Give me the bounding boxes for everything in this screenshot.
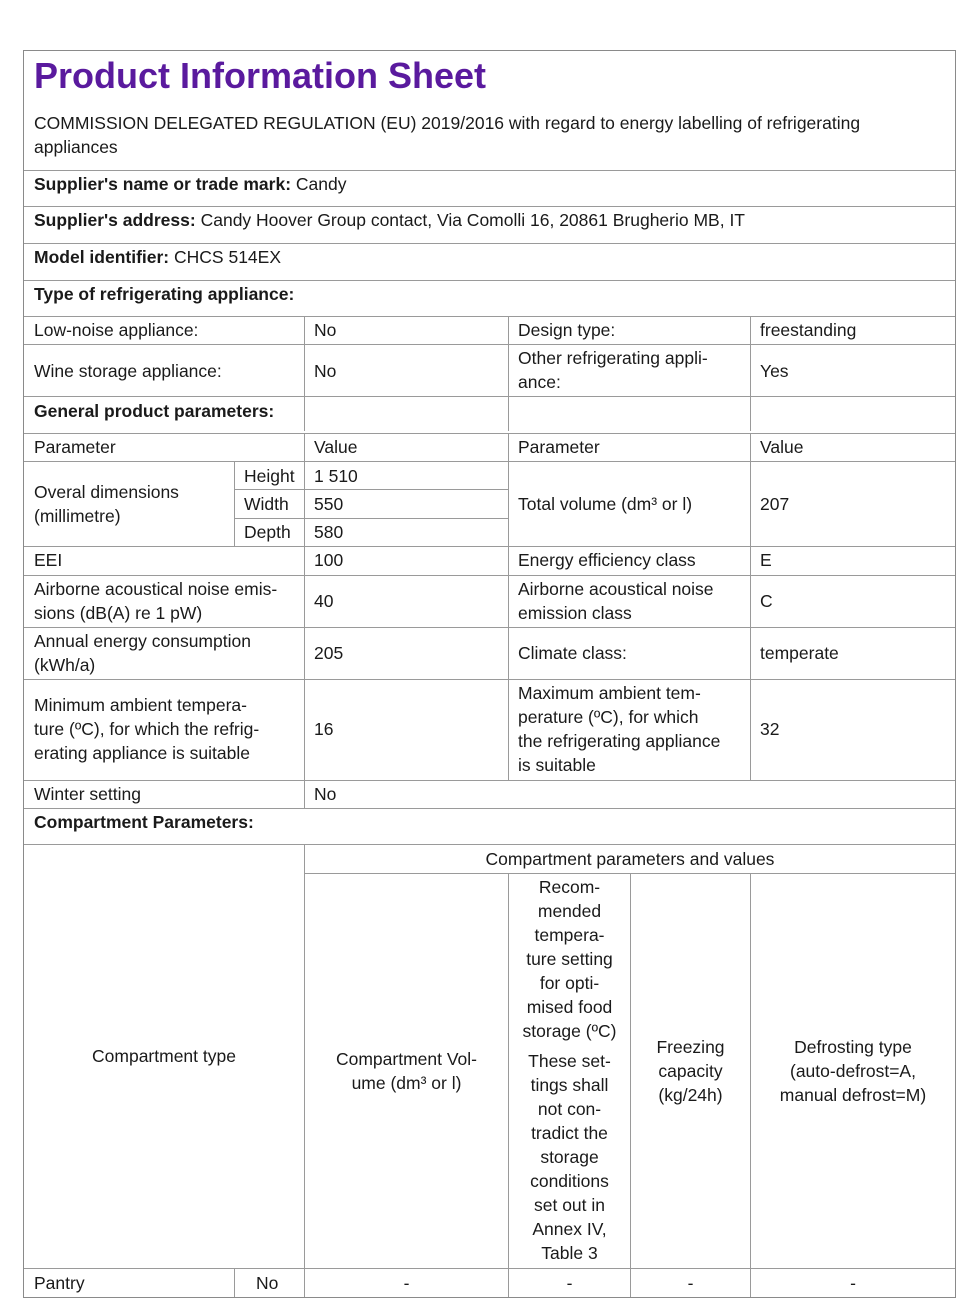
value-header: Value <box>314 437 358 457</box>
temp-header-line: Table 3 <box>541 1243 598 1263</box>
row-divider <box>24 1268 955 1269</box>
supplier-address-row <box>34 208 745 232</box>
noise-class-label-continued: emission class <box>518 603 632 623</box>
energy-class-value: E <box>760 550 772 570</box>
compartment-type-pantry: Pantry <box>34 1273 85 1293</box>
general-heading: General product parameters: <box>34 401 275 421</box>
max-temp-label-end: is suitable <box>518 755 596 775</box>
row-divider <box>24 206 955 207</box>
row-divider <box>24 344 955 345</box>
column-divider <box>750 433 751 780</box>
dimensions-label-continued: (millimetre) <box>34 506 121 526</box>
low-noise-value: No <box>314 320 337 340</box>
column-divider <box>304 433 305 808</box>
row-divider <box>24 243 955 244</box>
row-divider <box>24 679 955 680</box>
row-divider <box>24 808 955 809</box>
height-value: 1 510 <box>314 466 358 486</box>
noise-emissions-label: Airborne acoustical noise emis- <box>34 579 278 599</box>
total-volume-label: Total volume (dm³ or l) <box>518 494 693 514</box>
row-divider <box>24 546 955 547</box>
wine-storage-label: Wine storage appliance: <box>34 361 222 381</box>
row-divider <box>24 844 955 845</box>
compartment-heading: Compartment Parameters: <box>34 812 254 832</box>
parameter-header: Parameter <box>34 437 116 457</box>
other-refrigerating-label: Other refrigerating appli- <box>518 348 708 368</box>
temp-header-line: Recom- <box>538 877 601 897</box>
total-volume-value: 207 <box>760 494 790 514</box>
climate-class-label: Climate class: <box>518 643 627 663</box>
supplier-name-label: Supplier's name or trade mark: <box>34 174 292 194</box>
eei-label: EEI <box>34 550 63 570</box>
compartment-defrost-value: - <box>850 1273 856 1293</box>
supplier-name-value: Candy <box>295 174 347 194</box>
row-divider <box>24 575 955 576</box>
temp-header-line: tings shall <box>530 1075 609 1095</box>
compartment-present: No <box>256 1273 279 1293</box>
max-temp-label-continued: perature (ºC), for which <box>518 707 699 727</box>
compartment-volume-header: Compartment Vol- <box>335 1049 478 1069</box>
noise-emissions-value: 40 <box>314 591 334 611</box>
row-divider <box>24 627 955 628</box>
temp-header-line: These set- <box>528 1051 611 1071</box>
wine-storage-value: No <box>314 361 337 381</box>
value-header-2: Value <box>760 437 804 457</box>
min-temp-label-continued: ture (ºC), for which the refrig- <box>34 719 260 739</box>
low-noise-label: Low-noise appliance: <box>34 320 199 340</box>
temp-header-line: tempera- <box>534 925 605 945</box>
row-divider <box>24 461 955 462</box>
parameter-header-2: Parameter <box>518 437 600 457</box>
depth-value: 580 <box>314 522 344 542</box>
other-refrigerating-label-continued: ance: <box>518 372 561 392</box>
regulation-text: COMMISSION DELEGATED REGULATION (EU) 2019/2016 with regard to energy labelling of refrigerating <box>34 113 861 133</box>
type-heading: Type of refrigerating appliance: <box>34 284 295 304</box>
max-temp-value: 32 <box>760 719 780 739</box>
temp-header-line: mised food <box>526 997 613 1017</box>
eei-value: 100 <box>314 550 344 570</box>
row-divider <box>234 518 508 519</box>
compartment-freezing-value: - <box>687 1273 694 1293</box>
max-temp-label: Maximum ambient tem- <box>518 683 701 703</box>
min-temp-value: 16 <box>314 719 334 739</box>
freezing-header-line: capacity <box>658 1061 723 1081</box>
temp-header-line: ture setting <box>526 949 613 969</box>
climate-class-value: temperate <box>760 643 839 663</box>
defrost-header-line: manual defrost=M) <box>779 1085 927 1105</box>
winter-setting-value: No <box>314 784 337 804</box>
design-type-value: freestanding <box>760 320 857 340</box>
row-divider <box>24 170 955 171</box>
temp-header-line: for opti- <box>539 973 600 993</box>
supplier-address-label: Supplier's address: <box>34 210 196 230</box>
min-temp-label: Minimum ambient tempera- <box>34 695 247 715</box>
column-divider <box>508 316 509 431</box>
row-divider <box>24 396 955 397</box>
min-temp-label-end: erating appliance is suitable <box>34 743 250 763</box>
energy-class-label: Energy efficiency class <box>518 550 696 570</box>
row-divider <box>24 780 955 781</box>
supplier-name-row <box>34 172 347 196</box>
temp-header-line: Annex IV, <box>532 1219 607 1239</box>
noise-class-label: Airborne acoustical noise <box>518 579 714 599</box>
row-divider <box>24 280 955 281</box>
temp-header-line: mended <box>537 901 602 921</box>
compartment-group-header: Compartment parameters and values <box>485 849 775 869</box>
depth-label: Depth <box>244 522 291 542</box>
design-type-label: Design type: <box>518 320 616 340</box>
temp-header-line: storage <box>540 1147 599 1167</box>
model-identifier-value: CHCS 514EX <box>174 247 282 267</box>
temp-header-line: set out in <box>533 1195 606 1215</box>
column-divider <box>750 316 751 431</box>
compartment-type-header: Compartment type <box>92 1046 236 1066</box>
row-divider <box>24 316 955 317</box>
temp-header-line: storage (ºC) <box>522 1021 617 1041</box>
other-refrigerating-value: Yes <box>760 361 789 381</box>
temp-header-line: conditions <box>530 1171 609 1191</box>
column-divider <box>304 316 305 431</box>
product-information-sheet <box>23 50 956 1298</box>
row-divider <box>24 433 955 434</box>
temp-header-line: tradict the <box>531 1123 608 1143</box>
width-label: Width <box>244 494 289 514</box>
column-divider <box>234 461 235 546</box>
freezing-header-line: (kg/24h) <box>658 1085 723 1105</box>
annual-energy-label-continued: (kWh/a) <box>34 655 96 675</box>
height-label: Height <box>244 466 295 486</box>
annual-energy-label: Annual energy consumption <box>34 631 251 651</box>
regulation-text-continued: appliances <box>34 137 118 157</box>
dimensions-label: Overal dimensions <box>34 482 179 502</box>
row-divider <box>234 489 508 490</box>
width-value: 550 <box>314 494 344 514</box>
temp-header-line: not con- <box>537 1099 602 1119</box>
column-divider <box>234 1268 235 1297</box>
noise-emissions-label-continued: sions (dB(A) re 1 pW) <box>34 603 203 623</box>
compartment-temp-value: - <box>566 1273 573 1293</box>
noise-class-value: C <box>760 591 773 611</box>
freezing-header-line: Freezing <box>656 1037 725 1057</box>
model-identifier-label: Model identifier: <box>34 247 170 267</box>
defrost-header-line: Defrosting type <box>794 1037 912 1057</box>
page-title: Product Information Sheet <box>34 55 487 96</box>
compartment-volume-value: - <box>403 1273 410 1293</box>
column-divider <box>508 433 509 780</box>
compartment-volume-header-continued: ume (dm³ or l) <box>351 1073 462 1093</box>
model-identifier-row <box>34 245 281 269</box>
annual-energy-value: 205 <box>314 643 344 663</box>
max-temp-label-continued-2: the refrigerating appliance <box>518 731 721 751</box>
winter-setting-label: Winter setting <box>34 784 141 804</box>
defrost-header-line: (auto-defrost=A, <box>790 1061 916 1081</box>
supplier-address-value: Candy Hoover Group contact, Via Comolli 16, 20861 Brugherio MB, IT <box>200 210 745 230</box>
